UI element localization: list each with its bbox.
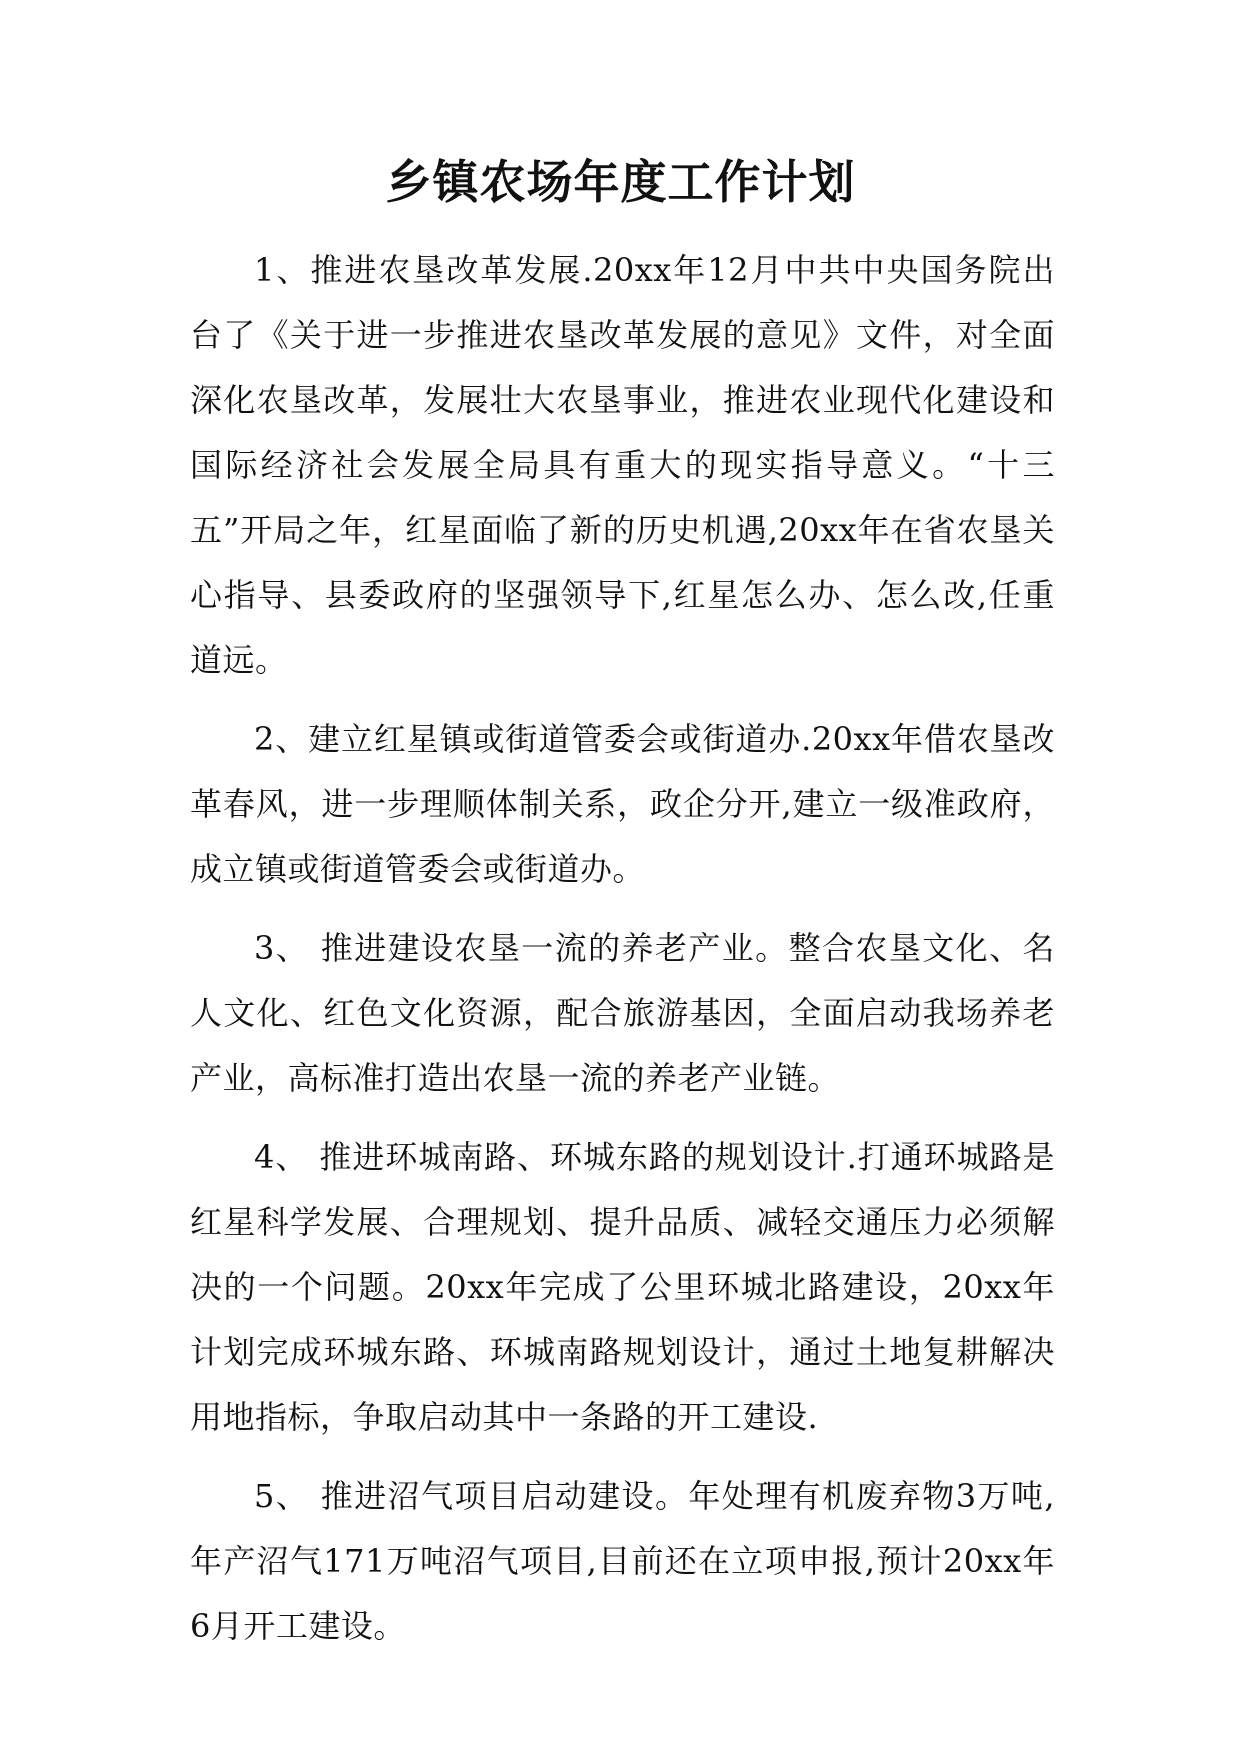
paragraph-1: 1、推进农垦改革发展.20xx年12月中共中央国务院出台了《关于进一步推进农垦改革发展的意见》文件，对全面深化农垦改革，发展壮大农垦事业，推进农业现代化建设和国际经济社会发展全局具有重大的现实指导意义。“十三五”开局之年，红星面临了新的历史机遇,20xx年在省农垦关心指导、县委政府的坚强领导下,红星怎么办、怎么改,任重道远。	[190, 251, 1055, 679]
paragraph-2: 2、建立红星镇或街道管委会或街道办.20xx年借农垦改革春风，进一步理顺体制关系，政企分开,建立一级准政府，成立镇或街道管委会或街道办。	[190, 720, 1055, 888]
paragraph-5: 5、 推进沼气项目启动建设。年处理有机废弃物3万吨,年产沼气171万吨沼气项目,目前还在立项申报,预计20xx年6月开工建设。	[190, 1477, 1055, 1645]
paragraph-3: 3、 推进建设农垦一流的养老产业。整合农垦文化、名人文化、红色文化资源，配合旅游基因，全面启动我场养老产业，高标准打造出农垦一流的养老产业链。	[190, 929, 1055, 1097]
paragraph-4: 4、 推进环城南路、环城东路的规划设计.打通环城路是红星科学发展、合理规划、提升品质、减轻交通压力必须解决的一个问题。20xx年完成了公里环城北路建设，20xx年计划完成环城东路、环城南路规划设计，通过土地复耕解决用地指标，争取启动其中一条路的开工建设.	[190, 1138, 1055, 1436]
document-title: 乡镇农场年度工作计划	[385, 155, 856, 209]
document-body	[190, 238, 1055, 1673]
